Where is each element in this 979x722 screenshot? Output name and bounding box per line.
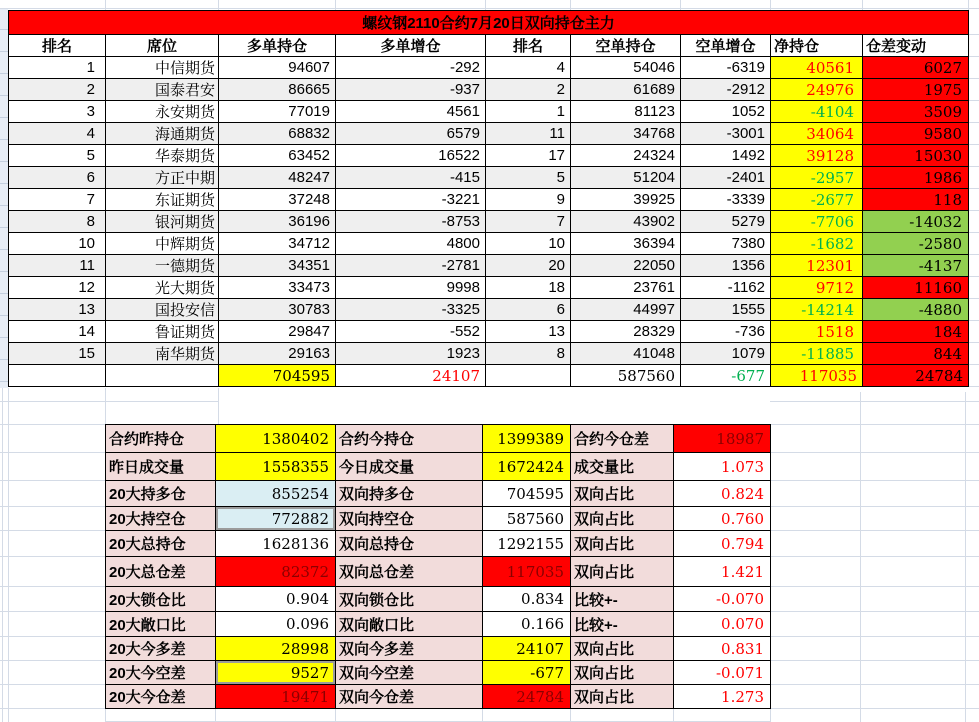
summary-value[interactable]: 772882 <box>216 507 336 531</box>
short-change-cell[interactable]: 1356 <box>681 255 771 277</box>
seat-cell[interactable]: 一德期货 <box>106 255 219 277</box>
long-change-cell[interactable]: -415 <box>336 167 486 189</box>
gridline <box>770 401 979 402</box>
gridline <box>968 320 979 321</box>
summary-value[interactable]: 117035 <box>483 557 571 587</box>
summary-value[interactable]: 1.273 <box>674 685 771 709</box>
rank-short-cell[interactable]: 9 <box>486 189 571 211</box>
header-long-change[interactable]: 多单增仓 <box>336 35 486 57</box>
long-position-cell[interactable]: 48247 <box>219 167 336 189</box>
summary-value[interactable]: 0.831 <box>674 637 771 661</box>
summary-value[interactable]: 1380402 <box>216 425 336 453</box>
main-position-table <box>8 10 969 387</box>
rank-short-cell[interactable]: 20 <box>486 255 571 277</box>
header-seat[interactable]: 席位 <box>106 35 219 57</box>
long-change-cell[interactable]: 6579 <box>336 123 486 145</box>
gridline <box>770 452 979 453</box>
summary-label[interactable]: 比较+- <box>571 612 674 637</box>
seat-cell[interactable]: 海通期货 <box>106 123 219 145</box>
position-change-cell[interactable]: 118 <box>863 189 969 211</box>
summary-value[interactable]: 19471 <box>216 685 336 709</box>
summary-value[interactable]: 0.834 <box>483 587 571 612</box>
short-position-cell[interactable]: 51204 <box>571 167 681 189</box>
summary-label[interactable]: 合约今仓差 <box>571 425 674 453</box>
summary-value[interactable]: 0.096 <box>216 612 336 637</box>
summary-value[interactable]: 1628136 <box>216 531 336 557</box>
summary-value[interactable]: 0.166 <box>483 612 571 637</box>
gridline <box>0 424 105 425</box>
seat-cell[interactable]: 国泰君安 <box>106 79 219 101</box>
summary-value[interactable]: 1.421 <box>674 557 771 587</box>
gridline <box>105 0 106 10</box>
gridline <box>105 708 106 722</box>
net-position-cell[interactable]: -14214 <box>771 299 863 321</box>
short-position-cell[interactable]: 39925 <box>571 189 681 211</box>
rank-long-cell[interactable]: 3 <box>9 101 106 123</box>
summary-label[interactable]: 双向占比 <box>571 557 674 587</box>
long-position-cell[interactable]: 33473 <box>219 277 336 299</box>
long-change-cell[interactable]: -292 <box>336 57 486 79</box>
summary-value[interactable]: 0.794 <box>674 531 771 557</box>
long-position-cell[interactable]: 63452 <box>219 145 336 167</box>
total-rank-long[interactable] <box>9 365 106 387</box>
long-position-cell[interactable]: 77019 <box>219 101 336 123</box>
short-change-cell[interactable]: 7380 <box>681 233 771 255</box>
short-position-cell[interactable]: 81123 <box>571 101 681 123</box>
long-change-cell[interactable]: 4561 <box>336 101 486 123</box>
summary-label[interactable]: 20大今仓差 <box>106 685 216 709</box>
gridline <box>0 636 105 637</box>
short-change-cell[interactable]: 1555 <box>681 299 771 321</box>
gridline <box>968 144 979 145</box>
rank-long-cell[interactable]: 10 <box>9 233 106 255</box>
header-rank-short[interactable]: 排名 <box>486 35 571 57</box>
position-change-cell[interactable]: 11160 <box>863 277 969 299</box>
short-change-cell[interactable]: 1079 <box>681 343 771 365</box>
summary-label[interactable]: 双向占比 <box>571 481 674 507</box>
seat-cell[interactable]: 国投安信 <box>106 299 219 321</box>
gridline <box>968 276 979 277</box>
position-change-cell[interactable]: -4137 <box>863 255 969 277</box>
net-position-cell[interactable]: -4104 <box>771 101 863 123</box>
rank-long-cell[interactable]: 14 <box>9 321 106 343</box>
gridline <box>968 232 979 233</box>
header-short-change[interactable]: 空单增仓 <box>681 35 771 57</box>
gridline <box>968 0 969 10</box>
seat-cell[interactable]: 鲁证期货 <box>106 321 219 343</box>
gridline <box>770 0 771 10</box>
rank-short-cell[interactable]: 11 <box>486 123 571 145</box>
summary-label[interactable]: 20大今空差 <box>106 661 216 685</box>
rank-long-cell[interactable]: 15 <box>9 343 106 365</box>
rank-short-cell[interactable]: 6 <box>486 299 571 321</box>
short-position-cell[interactable]: 34768 <box>571 123 681 145</box>
gridline <box>968 166 979 167</box>
gridline <box>570 708 571 722</box>
summary-value[interactable]: 704595 <box>483 481 571 507</box>
long-change-cell[interactable]: 1923 <box>336 343 486 365</box>
gridline <box>968 188 979 189</box>
rank-short-cell[interactable]: 10 <box>486 233 571 255</box>
position-change-cell[interactable]: -14032 <box>863 211 969 233</box>
seat-cell[interactable]: 银河期货 <box>106 211 219 233</box>
summary-label[interactable]: 双向占比 <box>571 637 674 661</box>
short-position-cell[interactable]: 43902 <box>571 211 681 233</box>
gridline <box>218 388 219 424</box>
long-position-cell[interactable]: 34351 <box>219 255 336 277</box>
gridline <box>482 708 483 722</box>
rank-long-cell[interactable]: 12 <box>9 277 106 299</box>
short-position-cell[interactable]: 23761 <box>571 277 681 299</box>
position-change-cell[interactable]: 184 <box>863 321 969 343</box>
summary-label[interactable]: 合约昨持仓 <box>106 425 216 453</box>
gridline <box>0 708 105 709</box>
position-change-cell[interactable]: 6027 <box>863 57 969 79</box>
rank-long-cell[interactable]: 8 <box>9 211 106 233</box>
net-position-cell[interactable]: -2957 <box>771 167 863 189</box>
rank-long-cell[interactable]: 13 <box>9 299 106 321</box>
gridline <box>8 388 9 722</box>
gridline <box>0 401 218 402</box>
gridline <box>0 556 105 557</box>
gridline <box>862 0 863 10</box>
gridline <box>0 611 105 612</box>
seat-cell[interactable]: 华泰期货 <box>106 145 219 167</box>
short-position-cell[interactable]: 54046 <box>571 57 681 79</box>
summary-value[interactable]: 1.073 <box>674 453 771 481</box>
summary-label[interactable]: 20大持多仓 <box>106 481 216 507</box>
summary-label[interactable]: 双向持多仓 <box>336 481 483 507</box>
long-change-cell[interactable]: -2781 <box>336 255 486 277</box>
long-position-cell[interactable]: 30783 <box>219 299 336 321</box>
long-position-cell[interactable]: 68832 <box>219 123 336 145</box>
short-position-cell[interactable]: 36394 <box>571 233 681 255</box>
position-change-cell[interactable]: 1986 <box>863 167 969 189</box>
summary-value[interactable]: 82372 <box>216 557 336 587</box>
seat-cell[interactable]: 南华期货 <box>106 343 219 365</box>
net-position-cell[interactable]: 40561 <box>771 57 863 79</box>
position-change-cell[interactable]: -2580 <box>863 233 969 255</box>
gridline <box>968 34 979 35</box>
short-change-cell[interactable]: -736 <box>681 321 771 343</box>
rank-long-cell[interactable]: 2 <box>9 79 106 101</box>
summary-value[interactable]: 24784 <box>483 685 571 709</box>
seat-cell[interactable]: 方正中期 <box>106 167 219 189</box>
gridline <box>968 254 979 255</box>
summary-value[interactable]: -677 <box>483 661 571 685</box>
rank-long-cell[interactable]: 6 <box>9 167 106 189</box>
net-position-cell[interactable]: 12301 <box>771 255 863 277</box>
gridline <box>218 0 219 10</box>
net-position-cell[interactable]: 24976 <box>771 79 863 101</box>
position-change-cell[interactable]: 1975 <box>863 79 969 101</box>
seat-cell[interactable]: 永安期货 <box>106 101 219 123</box>
net-position-cell[interactable]: 1518 <box>771 321 863 343</box>
gridline <box>0 530 105 531</box>
short-position-cell[interactable]: 22050 <box>571 255 681 277</box>
total-long-change[interactable]: 24107 <box>336 365 486 387</box>
summary-value[interactable]: 1558355 <box>216 453 336 481</box>
gridline <box>0 452 105 453</box>
total-short-position[interactable]: 587560 <box>571 365 681 387</box>
header-net-position[interactable]: 净持仓 <box>771 35 863 57</box>
total-short-change[interactable]: -677 <box>681 365 771 387</box>
total-rank-short[interactable] <box>486 365 571 387</box>
long-change-cell[interactable]: -937 <box>336 79 486 101</box>
total-long-position[interactable]: 704595 <box>219 365 336 387</box>
total-net-position[interactable]: 117035 <box>771 365 863 387</box>
summary-value[interactable]: 28998 <box>216 637 336 661</box>
summary-label[interactable]: 20大锁仓比 <box>106 587 216 612</box>
rank-long-cell[interactable]: 7 <box>9 189 106 211</box>
gridline <box>968 364 979 365</box>
summary-label[interactable]: 比较+- <box>571 587 674 612</box>
rank-short-cell[interactable]: 18 <box>486 277 571 299</box>
long-change-cell[interactable]: -3325 <box>336 299 486 321</box>
long-position-cell[interactable]: 29163 <box>219 343 336 365</box>
total-seat[interactable] <box>106 365 219 387</box>
short-position-cell[interactable]: 24324 <box>571 145 681 167</box>
net-position-cell[interactable]: -11885 <box>771 343 863 365</box>
summary-value[interactable]: 855254 <box>216 481 336 507</box>
gridline <box>485 0 486 10</box>
rank-short-cell[interactable]: 5 <box>486 167 571 189</box>
gridline <box>673 708 674 722</box>
summary-value[interactable]: 587560 <box>483 507 571 531</box>
gridline <box>968 100 979 101</box>
gridline <box>335 708 336 722</box>
seat-cell[interactable]: 中信期货 <box>106 57 219 79</box>
seat-cell[interactable]: 光大期货 <box>106 277 219 299</box>
summary-label[interactable]: 双向敞口比 <box>336 612 483 637</box>
rank-short-cell[interactable]: 2 <box>486 79 571 101</box>
gridline <box>860 392 861 722</box>
gridline <box>770 530 979 531</box>
short-change-cell[interactable]: -3339 <box>681 189 771 211</box>
short-change-cell[interactable]: -1162 <box>681 277 771 299</box>
position-change-cell[interactable]: 844 <box>863 343 969 365</box>
gridline <box>770 506 979 507</box>
short-position-cell[interactable]: 44997 <box>571 299 681 321</box>
net-position-cell[interactable]: 9712 <box>771 277 863 299</box>
table-title[interactable]: 螺纹钢2110合约7月20日双向持仓主力 <box>9 11 969 35</box>
summary-label[interactable]: 20大持空仓 <box>106 507 216 531</box>
summary-value[interactable]: -0.071 <box>674 661 771 685</box>
short-change-cell[interactable]: -2401 <box>681 167 771 189</box>
header-long-position[interactable]: 多单持仓 <box>219 35 336 57</box>
summary-label[interactable]: 今日成交量 <box>336 453 483 481</box>
gridline <box>770 480 979 481</box>
summary-label[interactable]: 双向今空差 <box>336 661 483 685</box>
summary-label[interactable]: 合约今持仓 <box>336 425 483 453</box>
long-position-cell[interactable]: 86665 <box>219 79 336 101</box>
gridline <box>0 684 105 685</box>
long-change-cell[interactable]: -8753 <box>336 211 486 233</box>
gridline <box>0 586 105 587</box>
gridline <box>968 56 979 57</box>
short-change-cell[interactable]: 1052 <box>681 101 771 123</box>
summary-label[interactable]: 双向锁仓比 <box>336 587 483 612</box>
gridline <box>335 0 336 10</box>
summary-label[interactable]: 昨日成交量 <box>106 453 216 481</box>
rank-long-cell[interactable]: 5 <box>9 145 106 167</box>
long-position-cell[interactable]: 36196 <box>219 211 336 233</box>
gridline <box>968 210 979 211</box>
seat-cell[interactable]: 东证期货 <box>106 189 219 211</box>
summary-value[interactable]: 1292155 <box>483 531 571 557</box>
gridline <box>770 611 979 612</box>
summary-label[interactable]: 20大总仓差 <box>106 557 216 587</box>
total-position-change[interactable]: 24784 <box>863 365 969 387</box>
rank-long-cell[interactable]: 4 <box>9 123 106 145</box>
position-change-cell[interactable]: 3509 <box>863 101 969 123</box>
long-change-cell[interactable]: -552 <box>336 321 486 343</box>
rank-short-cell[interactable]: 8 <box>486 343 571 365</box>
gridline <box>968 298 979 299</box>
summary-label[interactable]: 双向占比 <box>571 507 674 531</box>
summary-value[interactable]: 1672424 <box>483 453 571 481</box>
gridline <box>770 556 979 557</box>
gridline <box>0 660 105 661</box>
rank-short-cell[interactable]: 4 <box>486 57 571 79</box>
gridline <box>2 388 3 722</box>
position-change-cell[interactable]: -4880 <box>863 299 969 321</box>
gridline <box>968 386 979 387</box>
rank-short-cell[interactable]: 13 <box>486 321 571 343</box>
short-change-cell[interactable]: 1492 <box>681 145 771 167</box>
summary-value[interactable]: -0.070 <box>674 587 771 612</box>
long-position-cell[interactable]: 94607 <box>219 57 336 79</box>
gridline <box>770 424 979 425</box>
summary-label[interactable]: 双向今多差 <box>336 637 483 661</box>
summary-value[interactable]: 9527 <box>216 661 336 685</box>
long-change-cell[interactable]: -3221 <box>336 189 486 211</box>
short-change-cell[interactable]: -2912 <box>681 79 771 101</box>
summary-label[interactable]: 双向持空仓 <box>336 507 483 531</box>
rank-long-cell[interactable]: 11 <box>9 255 106 277</box>
gridline <box>968 122 979 123</box>
summary-value[interactable]: 1399389 <box>483 425 571 453</box>
summary-value[interactable]: 24107 <box>483 637 571 661</box>
summary-value[interactable]: 0.070 <box>674 612 771 637</box>
gridline <box>770 708 771 722</box>
short-change-cell[interactable]: 5279 <box>681 211 771 233</box>
short-position-cell[interactable]: 28329 <box>571 321 681 343</box>
summary-value[interactable]: 0.904 <box>216 587 336 612</box>
position-change-cell[interactable]: 15030 <box>863 145 969 167</box>
rank-short-cell[interactable]: 7 <box>486 211 571 233</box>
long-change-cell[interactable]: 9998 <box>336 277 486 299</box>
long-position-cell[interactable]: 29847 <box>219 321 336 343</box>
gridline <box>0 8 979 9</box>
long-position-cell[interactable]: 37248 <box>219 189 336 211</box>
gridline <box>968 342 979 343</box>
gridline <box>770 708 979 709</box>
net-position-cell[interactable]: -2677 <box>771 189 863 211</box>
gridline <box>680 0 681 10</box>
long-change-cell[interactable]: 4800 <box>336 233 486 255</box>
short-change-cell[interactable]: -3001 <box>681 123 771 145</box>
net-position-cell[interactable]: 34064 <box>771 123 863 145</box>
summary-table <box>105 424 771 709</box>
gridline <box>105 388 106 424</box>
summary-value[interactable]: 0.760 <box>674 507 771 531</box>
long-position-cell[interactable]: 34712 <box>219 233 336 255</box>
gridline <box>770 586 979 587</box>
gridline <box>0 480 105 481</box>
summary-label[interactable]: 20大今多差 <box>106 637 216 661</box>
short-change-cell[interactable]: -6319 <box>681 57 771 79</box>
gridline <box>770 684 979 685</box>
header-position-change[interactable]: 仓差变动 <box>863 35 969 57</box>
header-rank-long[interactable]: 排名 <box>9 35 106 57</box>
net-position-cell[interactable]: -7706 <box>771 211 863 233</box>
summary-value[interactable]: 0.824 <box>674 481 771 507</box>
summary-label[interactable]: 双向总持仓 <box>336 531 483 557</box>
summary-label[interactable]: 20大总持仓 <box>106 531 216 557</box>
short-position-cell[interactable]: 61689 <box>571 79 681 101</box>
gridline <box>770 636 979 637</box>
summary-label[interactable]: 双向占比 <box>571 531 674 557</box>
header-short-position[interactable]: 空单持仓 <box>571 35 681 57</box>
net-position-cell[interactable]: -1682 <box>771 233 863 255</box>
gridline <box>215 708 216 722</box>
summary-value[interactable]: 18987 <box>674 425 771 453</box>
summary-label[interactable]: 双向总仓差 <box>336 557 483 587</box>
gridline <box>570 0 571 10</box>
gridline <box>968 78 979 79</box>
gridline <box>965 392 966 722</box>
seat-cell[interactable]: 中辉期货 <box>106 233 219 255</box>
rank-long-cell[interactable]: 1 <box>9 57 106 79</box>
gridline <box>0 506 105 507</box>
net-position-cell[interactable]: 39128 <box>771 145 863 167</box>
summary-label[interactable]: 成交量比 <box>571 453 674 481</box>
summary-label[interactable]: 20大敞口比 <box>106 612 216 637</box>
summary-label[interactable]: 双向占比 <box>571 685 674 709</box>
gridline <box>770 660 979 661</box>
summary-label[interactable]: 双向占比 <box>571 661 674 685</box>
rank-short-cell[interactable]: 1 <box>486 101 571 123</box>
short-position-cell[interactable]: 41048 <box>571 343 681 365</box>
position-change-cell[interactable]: 9580 <box>863 123 969 145</box>
summary-label[interactable]: 双向今仓差 <box>336 685 483 709</box>
long-change-cell[interactable]: 16522 <box>336 145 486 167</box>
rank-short-cell[interactable]: 17 <box>486 145 571 167</box>
